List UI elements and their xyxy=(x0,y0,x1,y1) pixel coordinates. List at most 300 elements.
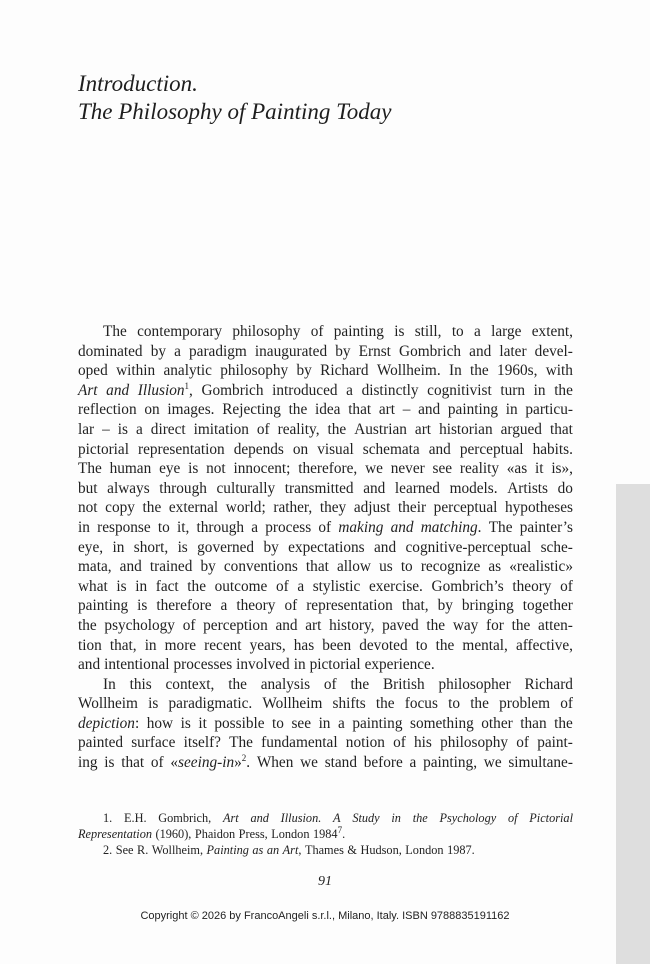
body-word: the xyxy=(511,616,531,634)
chapter-title-line-2: The Philosophy of Painting Today xyxy=(78,99,392,124)
italic-text: making xyxy=(338,518,384,536)
body-word: that xyxy=(348,401,372,419)
body-word: «as xyxy=(506,460,528,478)
body-word: The xyxy=(78,460,102,478)
body-word: depends xyxy=(233,440,284,458)
body-word: is xyxy=(180,714,191,732)
body-word: devoted xyxy=(359,636,408,654)
body-word: a xyxy=(297,577,305,595)
body-word: the xyxy=(375,695,395,713)
body-word: philosophy xyxy=(220,362,289,380)
body-word: before xyxy=(363,754,403,772)
body-word: philosophy xyxy=(440,734,509,752)
body-word: – xyxy=(102,420,110,438)
body-word: culturally xyxy=(216,479,276,497)
body-line xyxy=(78,675,573,695)
body-word: Austrian xyxy=(354,420,407,438)
body-word: ing xyxy=(78,754,98,772)
footnote-word xyxy=(78,826,152,842)
body-word: devel- xyxy=(534,342,573,360)
body-word: The xyxy=(488,518,513,536)
body-word: history, xyxy=(329,616,375,634)
body-word xyxy=(106,381,129,401)
body-word: years, xyxy=(249,636,286,654)
body-word: of xyxy=(516,734,529,752)
body-word: large xyxy=(491,323,522,340)
body-line xyxy=(78,616,573,636)
body-word: painter’s xyxy=(519,518,573,536)
footnote-line xyxy=(78,826,573,842)
footnote-line xyxy=(78,810,573,826)
body-word: «seeing-in»$^2$. xyxy=(170,752,251,772)
body-word: cognitive-perceptual xyxy=(405,538,532,556)
body-word: reality, xyxy=(277,420,320,438)
body-line xyxy=(78,361,573,381)
body-word: recent xyxy=(204,636,242,654)
body-word: not xyxy=(206,460,226,478)
body-word: through xyxy=(196,518,245,536)
body-word: it xyxy=(198,714,207,732)
body-word: therefore xyxy=(156,597,212,615)
body-line xyxy=(78,636,573,656)
body-word: the xyxy=(142,499,162,517)
body-word: Ernst xyxy=(358,342,391,360)
body-word: that xyxy=(305,558,329,576)
body-word: shifts xyxy=(332,695,366,713)
body-word: together xyxy=(522,597,573,615)
body-word: simultane- xyxy=(508,754,573,772)
body-word: that, xyxy=(401,597,429,615)
body-word: and xyxy=(418,401,441,419)
body-word: involved xyxy=(236,656,290,674)
body-line xyxy=(78,596,573,616)
italic-text: Psychology xyxy=(439,811,497,825)
body-word: lar xyxy=(78,420,95,438)
body-word: processes xyxy=(173,656,233,674)
body-word: therefore, xyxy=(298,460,358,478)
body-word: been xyxy=(322,636,352,654)
italic-text: and xyxy=(390,518,414,536)
body-word: Gombrich xyxy=(201,381,264,399)
body-word: atten- xyxy=(538,616,573,634)
body-word: that xyxy=(121,754,145,772)
italic-text: matching xyxy=(420,518,478,536)
body-word: allow xyxy=(336,558,371,576)
body-word: in xyxy=(293,656,306,674)
body-word: external xyxy=(168,499,219,517)
footnote-word xyxy=(250,810,268,826)
body-word: contemporary xyxy=(137,323,223,340)
body-word: and xyxy=(363,479,386,497)
body-word: see xyxy=(291,714,312,732)
body-word: in xyxy=(533,381,546,399)
italic-text: Illusion xyxy=(137,381,185,399)
body-word: fundamental xyxy=(261,734,338,752)
footnotes xyxy=(78,810,573,858)
body-word: possible xyxy=(214,714,265,732)
body-word: the xyxy=(435,636,455,654)
body-word: their xyxy=(398,499,427,517)
body-word: by xyxy=(150,342,166,360)
body-word: than xyxy=(520,714,547,732)
body-word: representation xyxy=(306,597,393,615)
body-word: extent, xyxy=(531,323,573,340)
body-word: is xyxy=(148,695,159,713)
body-word: painting, xyxy=(423,754,478,772)
body-word: of xyxy=(256,420,270,438)
italic-text: depiction xyxy=(78,714,135,732)
body-word: as xyxy=(488,558,502,576)
body-line xyxy=(78,714,573,734)
body-word: and xyxy=(78,656,101,674)
body-word: The xyxy=(229,734,253,752)
body-word: world; xyxy=(225,499,266,517)
body-word: to xyxy=(272,714,284,732)
body-word: – xyxy=(402,401,411,419)
footnote-word: Art, xyxy=(282,843,302,857)
body-word xyxy=(338,518,383,538)
body-word: depiction: xyxy=(78,714,140,732)
body-word: eye, xyxy=(78,538,104,556)
body-word: a xyxy=(409,754,417,772)
body-word: expectations xyxy=(288,538,365,556)
body-word: to xyxy=(448,695,460,713)
body-word: art xyxy=(305,616,322,634)
italic-text: Art xyxy=(282,843,299,857)
body-word: us xyxy=(379,558,393,576)
body-word: in xyxy=(78,518,90,536)
body-word xyxy=(78,381,98,401)
body-word: hypotheses xyxy=(505,499,573,517)
italic-text: Representation xyxy=(78,827,152,841)
footnote-word: 1987. xyxy=(447,843,475,857)
body-word: dominated xyxy=(78,342,143,360)
body-word: never xyxy=(390,460,425,478)
body-word: they xyxy=(319,499,347,517)
body-word: response xyxy=(97,518,151,536)
chapter-title xyxy=(78,70,392,126)
body-word: perceptual xyxy=(433,499,498,517)
body-word: is xyxy=(104,754,115,772)
footnote-word: E.H. xyxy=(123,811,147,825)
footnote-word xyxy=(352,810,379,826)
body-word: in xyxy=(318,714,331,732)
body-word: is xyxy=(188,460,199,478)
italic-text: Art xyxy=(78,381,98,399)
body-word: In xyxy=(448,362,462,380)
body-word: what xyxy=(78,577,108,595)
footnote-word: Wollheim, xyxy=(151,843,204,857)
body-word: a xyxy=(220,597,228,615)
body-word: to xyxy=(157,518,170,536)
body-word: way xyxy=(452,616,479,634)
page-edge-strip xyxy=(616,484,650,964)
body-word: Wollheim xyxy=(262,695,323,713)
body-word: the xyxy=(350,675,370,693)
footnote-word: (1960), xyxy=(155,827,192,841)
body-word: how xyxy=(146,714,174,732)
body-word: images. xyxy=(167,401,215,419)
body-word: by xyxy=(200,558,216,576)
body-word: Illusion$^1$, xyxy=(137,380,193,399)
body-word: his xyxy=(414,734,432,752)
body-word: always xyxy=(107,479,150,497)
italic-text: and xyxy=(250,811,269,825)
body-word: tion xyxy=(78,636,102,654)
italic-text: in xyxy=(391,811,401,825)
body-word: we xyxy=(365,460,383,478)
body-word: of xyxy=(393,734,406,752)
body-line xyxy=(78,322,573,342)
footnote-word xyxy=(267,842,279,858)
body-word: stand xyxy=(324,754,357,772)
body-line xyxy=(78,400,573,420)
body-word: inaugurated xyxy=(254,342,328,360)
body-word: a xyxy=(174,342,181,360)
body-word: painted xyxy=(78,734,124,752)
body-word: Wollheim xyxy=(78,695,138,713)
body-line xyxy=(78,577,573,597)
body-word: introduced xyxy=(272,381,338,399)
body-word: philosophy xyxy=(232,323,301,340)
body-word: and xyxy=(469,342,492,360)
body-line xyxy=(78,420,573,440)
body-word: stylistic xyxy=(312,577,361,595)
italic-text: as xyxy=(252,843,264,857)
body-word: analysis xyxy=(260,675,311,693)
footnote-marker: 1 xyxy=(184,380,189,391)
body-word: imitation xyxy=(193,420,249,438)
body-word: human xyxy=(109,460,152,478)
footnote-word: & xyxy=(347,843,357,857)
body-word: particu- xyxy=(525,401,573,419)
body-word: it, xyxy=(176,518,190,536)
italic-text: Study xyxy=(352,811,380,825)
body-word: of xyxy=(323,675,337,693)
body-line xyxy=(78,753,573,773)
body-word: the xyxy=(228,675,247,693)
body-word: and xyxy=(119,558,142,576)
body-word: direct xyxy=(150,420,186,438)
body-word: painting xyxy=(78,597,129,615)
body-word: art xyxy=(414,420,432,438)
body-line xyxy=(78,557,573,577)
body-word: short, xyxy=(133,538,169,556)
body-word: mata, xyxy=(78,558,112,576)
body-word: has xyxy=(293,636,315,654)
body-word: of xyxy=(310,323,324,340)
body-word: later xyxy=(499,342,527,360)
footnote-word xyxy=(391,810,401,826)
body-word: and xyxy=(374,538,397,556)
copyright-notice: Copyright © 2026 by FrancoAngeli s.r.l., Milano, Italy. ISBN 9788835191162 xyxy=(140,910,510,922)
body-word: something xyxy=(410,714,474,732)
body-line xyxy=(78,381,573,401)
body-word: governed xyxy=(197,538,255,556)
body-word: through xyxy=(159,479,207,497)
body-word: the xyxy=(554,714,573,732)
body-line xyxy=(78,342,573,362)
body-word: the xyxy=(288,401,308,419)
body-word: psychology xyxy=(104,616,175,634)
body-word: representation xyxy=(138,440,225,458)
body-word: cognitivist xyxy=(427,381,492,399)
body-word: philosopher xyxy=(438,675,511,693)
body-word: art xyxy=(378,401,395,419)
body-word: fact xyxy=(155,577,179,595)
body-word: notion xyxy=(345,734,385,752)
body-word: it xyxy=(535,460,544,478)
footnote-word: See xyxy=(115,843,134,857)
body-line xyxy=(78,498,573,518)
body-word: more xyxy=(164,636,197,654)
body-word: schemata xyxy=(362,440,420,458)
body-word: by xyxy=(437,597,453,615)
body-word: do xyxy=(557,479,573,497)
body-word: Wollheim. xyxy=(376,362,441,380)
italic-text: of xyxy=(507,811,518,825)
body-line xyxy=(78,440,573,460)
footnote-word xyxy=(413,810,428,826)
body-word: is xyxy=(177,538,188,556)
footnote-word: Gombrich, xyxy=(158,811,212,825)
body-word: paint- xyxy=(537,734,573,752)
body-word: affective, xyxy=(515,636,573,654)
body-word: the xyxy=(470,362,489,380)
body-line xyxy=(78,538,573,558)
body-word: «realistic» xyxy=(509,558,573,576)
body-word: painting xyxy=(447,401,499,419)
body-line xyxy=(78,655,573,675)
body-word: transmitted xyxy=(284,479,354,497)
body-word: experience. xyxy=(364,656,435,674)
footnote-word xyxy=(529,810,573,826)
body-word: Richard xyxy=(524,675,573,693)
body-word: paradigmatic. xyxy=(168,695,253,713)
body-word: argued xyxy=(500,420,542,438)
body-word: rather, xyxy=(273,499,313,517)
body-word: in xyxy=(505,401,518,419)
body-word: of xyxy=(318,518,332,536)
body-word: idea xyxy=(314,401,341,419)
body-word: the xyxy=(327,420,347,438)
footnote-word: London xyxy=(405,843,444,857)
body-word: a xyxy=(346,381,353,399)
body-word: to xyxy=(451,323,464,340)
footnote-word: 1. xyxy=(103,811,113,825)
body-word: that, xyxy=(109,636,137,654)
footnote-word: Hudson, xyxy=(360,843,402,857)
body-word: is xyxy=(116,577,127,595)
body-word: of xyxy=(560,695,573,713)
italic-text: and xyxy=(106,381,130,399)
italic-text: Illusion. xyxy=(280,811,322,825)
body-word: paved xyxy=(382,616,419,634)
footnote-word xyxy=(252,842,263,858)
body-word: Artists xyxy=(507,479,548,497)
body-word: eye xyxy=(159,460,181,478)
footnote-word: 2. xyxy=(103,843,113,857)
body-word: with xyxy=(545,362,573,380)
footnote-word xyxy=(508,810,518,826)
body-line xyxy=(78,479,573,499)
body-word: turn xyxy=(500,381,526,399)
body-word: to xyxy=(400,558,413,576)
body-word: conventions xyxy=(223,558,298,576)
body-word: adjust xyxy=(353,499,391,517)
body-text xyxy=(78,322,573,773)
body-word: this xyxy=(129,675,152,693)
body-word: bringing xyxy=(461,597,514,615)
body-word: In xyxy=(103,675,116,693)
body-word: perceptual xyxy=(459,440,524,458)
body-word: of xyxy=(284,597,298,615)
footnote-word xyxy=(207,842,249,858)
body-word: by xyxy=(296,362,312,380)
body-word: of xyxy=(560,577,573,595)
body-word: matching. xyxy=(420,518,482,536)
body-word: recognize xyxy=(420,558,481,576)
body-word: The xyxy=(103,323,127,340)
body-word: theory xyxy=(512,577,552,595)
body-word xyxy=(391,518,414,538)
body-word: British xyxy=(382,675,425,693)
body-word: is xyxy=(117,420,128,438)
body-word: pictorial xyxy=(309,656,361,674)
body-word: mental, xyxy=(462,636,508,654)
body-word: reflection xyxy=(78,401,137,419)
body-word: the xyxy=(554,381,573,399)
body-word: other xyxy=(481,714,513,732)
footnote-marker: 2 xyxy=(241,752,247,763)
body-word: of xyxy=(182,616,196,634)
body-word: by xyxy=(263,538,279,556)
body-word: distinctly xyxy=(361,381,419,399)
body-word: Gombrich xyxy=(399,342,462,360)
body-word: painting xyxy=(352,714,403,732)
body-word: pictorial xyxy=(78,440,129,458)
body-word: itself? xyxy=(183,734,221,752)
body-word: still, xyxy=(414,323,442,340)
body-word: innocent; xyxy=(233,460,291,478)
body-line xyxy=(78,518,573,538)
italic-text: Painting xyxy=(206,843,249,857)
italic-text: A xyxy=(333,811,341,825)
body-word: for xyxy=(486,616,504,634)
body-word: When xyxy=(256,754,294,772)
footnote-word: Phaidon xyxy=(194,827,236,841)
body-line xyxy=(78,694,573,714)
body-word: we xyxy=(483,754,502,772)
italic-text: seeing-in xyxy=(178,754,235,772)
italic-text: an xyxy=(266,843,280,857)
body-word: of xyxy=(150,754,164,772)
body-word: trained xyxy=(149,558,193,576)
body-word: Gombrich’s xyxy=(431,577,504,595)
chapter-title-line-1: Introduction. xyxy=(78,71,198,96)
footnote-word: 1984$^7$. xyxy=(312,824,346,841)
body-word: in xyxy=(112,538,125,556)
footnote-line xyxy=(78,842,573,858)
body-word: exercise. xyxy=(368,577,423,595)
body-word: we xyxy=(300,754,318,772)
body-word: and xyxy=(275,616,298,634)
body-word: outcome xyxy=(214,577,268,595)
body-word: not xyxy=(78,499,98,517)
body-word: see xyxy=(432,460,453,478)
footnote-word xyxy=(440,810,497,826)
body-word: and xyxy=(428,440,451,458)
